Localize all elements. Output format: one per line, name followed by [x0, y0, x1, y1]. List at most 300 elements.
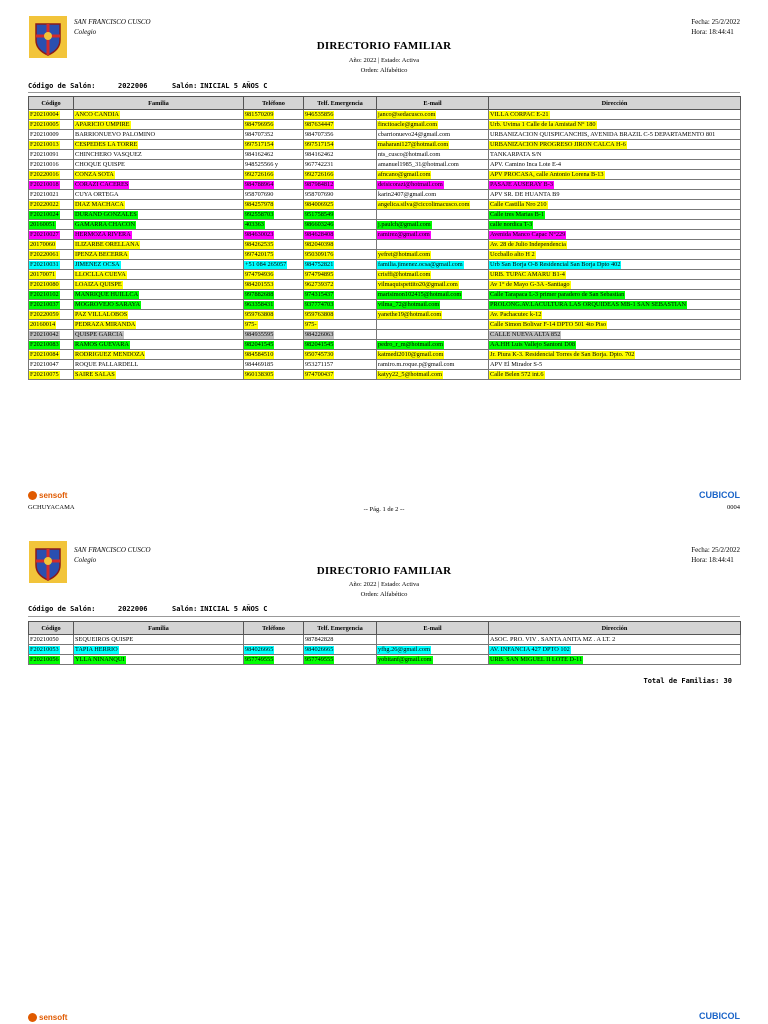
cell-email [377, 290, 489, 300]
cell-familia-text: LOAIZA QUISPE [75, 280, 122, 288]
cell-direccion-text: Jr. Piura K-3. Residencial Torres de San Borja. Dpto. 702 [490, 350, 635, 358]
salon-code-value: 2022006 [118, 82, 148, 90]
cell-familia [74, 300, 244, 310]
cell-email [377, 655, 489, 665]
report-datetime [691, 17, 740, 37]
cell-telefono-text: 959763808 [245, 310, 274, 318]
report-date: Fecha: 25/2/2022 [691, 18, 740, 26]
cell-direccion [489, 645, 741, 655]
header-divider [28, 616, 740, 617]
cell-codigo-text: F20210047 [30, 360, 59, 368]
cell-email [377, 240, 489, 250]
cell-email [377, 330, 489, 340]
table-row [29, 280, 741, 290]
col-header-email: E-mail [377, 97, 489, 110]
cell-familia [74, 330, 244, 340]
cell-telefono [244, 120, 304, 130]
cell-telefono-text: 974794936 [245, 270, 274, 278]
cell-direccion-text: Calle tres Marias B-1 [490, 210, 545, 218]
table-row [29, 260, 741, 270]
cell-direccion [489, 130, 741, 140]
sensoft-logo [28, 491, 67, 500]
cell-direccion [489, 340, 741, 350]
family-table-page-2 [28, 621, 741, 665]
cell-telefono [244, 635, 304, 645]
school-type: Colegio [74, 28, 97, 36]
table-row [29, 330, 741, 340]
table-row [29, 140, 741, 150]
cell-emergencia-text: 984226063 [305, 330, 334, 338]
cell-emergencia-text: 953271157 [305, 360, 334, 368]
cell-emergencia [304, 230, 377, 240]
cell-codigo-text: F20210075 [30, 370, 59, 378]
cell-familia [74, 260, 244, 270]
cell-familia-text: JIMENEZ OCSA [75, 260, 120, 268]
cell-email [377, 210, 489, 220]
cell-email [377, 300, 489, 310]
cell-familia [74, 635, 244, 645]
cell-telefono [244, 220, 304, 230]
cell-direccion [489, 200, 741, 210]
cell-familia-text: APARICIO UMPIRE [75, 120, 130, 128]
cell-emergencia [304, 160, 377, 170]
cell-emergencia-text: 962739372 [305, 280, 334, 288]
cell-telefono [244, 160, 304, 170]
cell-emergencia [304, 120, 377, 130]
cell-familia [74, 160, 244, 170]
cell-familia [74, 350, 244, 360]
cell-familia-text: CORAZI CACERES [75, 180, 129, 188]
school-info [74, 17, 151, 37]
cell-familia-text: GAMARRA CHACON [75, 220, 136, 228]
table-row [29, 320, 741, 330]
cell-telefono [244, 350, 304, 360]
cell-emergencia-text: 937774703 [305, 300, 334, 308]
cell-emergencia [304, 130, 377, 140]
table-row [29, 190, 741, 200]
cell-direccion [489, 270, 741, 280]
cell-emergencia [304, 170, 377, 180]
table-row [29, 180, 741, 190]
cell-emergencia-text: 987984812 [305, 180, 334, 188]
cell-familia-text: SEQUEIROS QUISPE [75, 635, 134, 643]
cell-direccion [489, 320, 741, 330]
report-order: Orden: Alfabético [360, 591, 408, 598]
cell-telefono-text: 984707352 [245, 130, 274, 138]
cell-email-text: j.paulch@gmail.com [378, 220, 431, 228]
cubicol-logo: CUBICOL [699, 490, 740, 500]
salon-label: Salón: [172, 605, 198, 613]
table-row [29, 170, 741, 180]
cell-direccion [489, 330, 741, 340]
cell-email [377, 150, 489, 160]
cell-emergencia [304, 655, 377, 665]
cell-direccion-text: Uccballo alto H 2 [490, 250, 535, 258]
cell-telefono-text: 984262535 [245, 240, 274, 248]
cell-emergencia-text: 957749555 [305, 655, 334, 663]
report-order: Orden: Alfabético [360, 67, 408, 74]
cell-codigo-text: F20210031 [30, 260, 59, 268]
cell-emergencia [304, 220, 377, 230]
cell-codigo-text: 20160014 [30, 320, 56, 328]
cell-emergencia [304, 350, 377, 360]
sensoft-dot-icon [28, 491, 37, 500]
cell-codigo-text: F20210016 [30, 160, 59, 168]
cell-emergencia [304, 635, 377, 645]
cell-emergencia-text: 950309176 [305, 250, 334, 258]
cell-email-text: katmedi2010@gmail.com [378, 350, 444, 358]
cell-telefono [244, 270, 304, 280]
cell-telefono [244, 310, 304, 320]
cell-email [377, 645, 489, 655]
cell-codigo [29, 240, 74, 250]
cell-familia [74, 310, 244, 320]
cell-familia-text: PEDRAZA MIRANDA [75, 320, 136, 328]
cell-familia [74, 110, 244, 120]
cell-emergencia [304, 330, 377, 340]
cell-direccion [489, 120, 741, 130]
cell-telefono-text: 997420175 [245, 250, 274, 258]
salon-code-value: 2022006 [118, 605, 148, 613]
cubicol-logo: CUBICOL [699, 1011, 740, 1021]
cell-familia-text: DIAZ MACHACA [75, 200, 124, 208]
cell-codigo [29, 635, 74, 645]
cell-codigo [29, 360, 74, 370]
cell-email-text: karin2407@gmail.com [378, 190, 437, 198]
table-row [29, 220, 741, 230]
cell-emergencia-text: 984628408 [305, 230, 334, 238]
cell-direccion [489, 300, 741, 310]
cell-familia-text: ILIZARBE ORELLANA [75, 240, 140, 248]
cell-direccion [489, 160, 741, 170]
cell-telefono [244, 330, 304, 340]
cell-familia [74, 340, 244, 350]
cell-emergencia [304, 340, 377, 350]
cell-telefono-text: 948525566 y [245, 160, 279, 168]
cell-codigo-text: F20210027 [30, 230, 59, 238]
cell-telefono-text: 975- [245, 320, 257, 328]
cell-email [377, 270, 489, 280]
table-row [29, 340, 741, 350]
cell-familia-text: RAMOS GUEVARA [75, 340, 129, 348]
cell-emergencia-text: 951758549 [305, 210, 334, 218]
cell-telefono [244, 180, 304, 190]
cell-direccion-text: Calle Simon Bolivar F-14 DPTO 501 4to Piso [490, 320, 607, 328]
cell-codigo [29, 130, 74, 140]
cell-codigo [29, 340, 74, 350]
cell-direccion-text: CALLE NUEVA ALTA 852 [490, 330, 561, 338]
cell-codigo-text: 20170060 [30, 240, 56, 248]
cell-email [377, 190, 489, 200]
cell-email-text: yfhg.26@gmail.com [378, 645, 430, 653]
cell-email [377, 260, 489, 270]
cell-codigo-text: F20210018 [30, 180, 59, 188]
cell-familia-text: RODRIGUEZ MENDOZA [75, 350, 145, 358]
cell-familia [74, 130, 244, 140]
cell-emergencia-text: 967742231 [305, 160, 334, 168]
cell-codigo [29, 280, 74, 290]
cell-email-text: vilma_72@hotmail.com [378, 300, 440, 308]
cell-emergencia-text: 984162462 [305, 150, 334, 158]
cell-email-text: amanuel1985_31@hotmail.com [378, 160, 459, 168]
report-date: Fecha: 25/2/2022 [691, 546, 740, 554]
cell-familia-text: CUYA ORTEGA [75, 190, 119, 198]
cell-emergencia-text: 959763808 [305, 310, 334, 318]
salon-code-label: Código de Salón: [28, 605, 96, 613]
cell-codigo-text: F20220061 [30, 250, 59, 258]
cell-telefono [244, 360, 304, 370]
col-header-familia: Familia [74, 622, 244, 635]
cell-codigo [29, 330, 74, 340]
cell-codigo-text: F20220059 [30, 310, 59, 318]
cell-telefono [244, 290, 304, 300]
table-row [29, 120, 741, 130]
cell-codigo [29, 150, 74, 160]
cell-emergencia-text: 974700437 [305, 370, 334, 378]
cell-direccion [489, 635, 741, 645]
cell-telefono [244, 140, 304, 150]
sensoft-logo-text: sensoft [39, 491, 68, 500]
cell-direccion-text: PROLONG.AV.LACULTURA LAS ORQUIDEAS MB-1 SAN SEBASTIAN [490, 300, 686, 308]
col-header-familia: Familia [74, 97, 244, 110]
cell-direccion-text: Urb San Borja O-8 Residencial San Borja Dpto 402 [490, 260, 621, 268]
table-row [29, 360, 741, 370]
cell-familia-text: DURAND GONZALES [75, 210, 137, 218]
cell-email [377, 120, 489, 130]
cell-emergencia-text: 946535856 [305, 110, 334, 118]
cell-emergencia [304, 280, 377, 290]
cell-direccion [489, 370, 741, 380]
cell-direccion-text: URBANIZACION PROGRESO JIRON CALCA H-6 [490, 140, 626, 148]
cell-telefono-text: 984026665 [245, 645, 274, 653]
cell-emergencia [304, 260, 377, 270]
cell-direccion-text: Urb. Uvima 1 Calle de la Amistad N° 180 [490, 120, 596, 128]
report-time: Hora: 18:44:41 [691, 556, 734, 564]
cell-familia [74, 320, 244, 330]
cell-direccion [489, 290, 741, 300]
cell-email-text: crisffi@hotmail.com [378, 270, 431, 278]
cell-direccion [489, 140, 741, 150]
cell-codigo-text: F20210021 [30, 190, 59, 198]
cell-codigo-text: 20160051 [30, 220, 56, 228]
cell-familia-text: YLLA NINANQUI [75, 655, 125, 663]
cell-codigo-text: F20210024 [30, 210, 59, 218]
school-name: SAN FRANCISCO CUSCO [74, 18, 151, 26]
cell-emergencia-text: 987634447 [305, 120, 334, 128]
report-year-status: Año: 2022 | Estado: Activa [348, 57, 420, 64]
cell-emergencia [304, 190, 377, 200]
cell-codigo-text: F20210042 [30, 330, 59, 338]
cell-direccion-text: Avenida Manco Capac N°229 [490, 230, 566, 238]
cell-codigo [29, 645, 74, 655]
cell-codigo-text: F20210013 [30, 140, 59, 148]
cell-familia-text: MANRIQUE HUILLCA [75, 290, 139, 298]
cell-familia-text: BARRIONUEVO PALOMINO [75, 130, 156, 138]
cell-email-text: nts_cusco@hotmail.com [378, 150, 441, 158]
cell-emergencia [304, 180, 377, 190]
cell-direccion [489, 110, 741, 120]
cell-direccion [489, 655, 741, 665]
cell-email-text: fincitoacle@gmail.com [378, 120, 438, 128]
cell-codigo-text: F20210037 [30, 300, 59, 308]
cell-emergencia-text: 974794895 [305, 270, 334, 278]
salon-value: INICIAL 5 AÑOS C [200, 605, 268, 613]
table-row [29, 110, 741, 120]
cell-codigo-text: F20210005 [30, 120, 59, 128]
cell-email-text: katyy22_5@hotmail.com [378, 370, 443, 378]
cell-emergencia [304, 240, 377, 250]
salon-label: Salón: [172, 82, 198, 90]
cell-direccion [489, 280, 741, 290]
table-row [29, 150, 741, 160]
cell-familia-text: SAIRE SALAS [75, 370, 115, 378]
cell-direccion [489, 250, 741, 260]
cell-telefono-text: 982041545 [245, 340, 274, 348]
cell-familia [74, 360, 244, 370]
cell-emergencia [304, 140, 377, 150]
col-header-direccion: Dirección [489, 97, 741, 110]
cell-direccion [489, 230, 741, 240]
cell-familia-text: LLOCLLA CUEVA [75, 270, 126, 278]
cell-telefono [244, 370, 304, 380]
cell-emergencia-text: 984707356 [305, 130, 334, 138]
table-row [29, 310, 741, 320]
cell-telefono [244, 130, 304, 140]
cell-emergencia-text: 984006925 [305, 200, 334, 208]
cell-familia [74, 370, 244, 380]
cell-familia [74, 220, 244, 230]
cell-direccion-text: Calle Tarapaca L-3 primer paradero de San Sebastian [490, 290, 625, 298]
cell-telefono-text: 997882688 [245, 290, 274, 298]
sensoft-dot-icon [28, 1013, 37, 1022]
cell-direccion-text: AV. INFANCIA 427 DPTO 102 [490, 645, 570, 653]
cell-direccion-text: Av. Pachacutec k-12 [490, 310, 542, 318]
cell-codigo [29, 310, 74, 320]
cell-familia [74, 180, 244, 190]
cell-familia [74, 645, 244, 655]
cell-telefono-text: 984257978 [245, 200, 274, 208]
table-row [29, 240, 741, 250]
school-name: SAN FRANCISCO CUSCO [74, 546, 151, 554]
cell-emergencia [304, 320, 377, 330]
report-title: DIRECTORIO FAMILIAR [316, 40, 452, 52]
table-row [29, 370, 741, 380]
cell-familia [74, 150, 244, 160]
cell-email [377, 140, 489, 150]
table-row [29, 270, 741, 280]
cell-email-text: familia.jimenez.ocsa@gmail.com [378, 260, 463, 268]
cell-emergencia [304, 290, 377, 300]
cell-direccion [489, 310, 741, 320]
cell-familia [74, 210, 244, 220]
cell-telefono [244, 655, 304, 665]
cell-email-text: marisimon102415@hotmail.com [378, 290, 462, 298]
cell-telefono-text: 958707690 [245, 190, 274, 198]
cell-familia-text: CHINCHERO VASQUEZ [75, 150, 142, 158]
cell-familia-text: CESPEDES LA TORRE [75, 140, 138, 148]
cell-direccion [489, 190, 741, 200]
table-row [29, 130, 741, 140]
cell-email [377, 180, 489, 190]
table-row [29, 250, 741, 260]
col-header-telefono: Teléfono [244, 622, 304, 635]
cell-email-text: yobitanf@gmail.com [378, 655, 432, 663]
cell-codigo [29, 200, 74, 210]
cell-familia-text: PAZ VILLALOBOS [75, 310, 128, 318]
cell-emergencia-text: 986603246 [305, 220, 334, 228]
cell-codigo-text: F20210056 [30, 655, 59, 663]
cell-telefono [244, 110, 304, 120]
sensoft-logo-text: sensoft [39, 1013, 68, 1022]
cell-email [377, 250, 489, 260]
cell-direccion [489, 210, 741, 220]
cell-telefono-text: 984162462 [245, 150, 274, 158]
cell-email [377, 130, 489, 140]
cell-telefono-text: 992558703 [245, 210, 274, 218]
cell-telefono-text: 984630023 [245, 230, 274, 238]
cell-emergencia [304, 360, 377, 370]
cell-telefono-text: 997517154 [245, 140, 274, 148]
footer-user: GCHUYACAMA [28, 504, 75, 511]
table-row [29, 645, 741, 655]
cell-familia-text: TAPIA HERRIO [75, 645, 118, 653]
col-header-direccion: Dirección [489, 622, 741, 635]
cell-telefono [244, 645, 304, 655]
cell-direccion [489, 260, 741, 270]
cell-telefono [244, 240, 304, 250]
cell-familia-text: IPENZA BECERRA [75, 250, 128, 258]
cell-codigo [29, 220, 74, 230]
cell-codigo-text: F20210053 [30, 645, 59, 653]
cell-codigo-text: F20210080 [30, 280, 59, 288]
cell-familia-text: MOGROVEJO SARAYA [75, 300, 141, 308]
cell-familia [74, 240, 244, 250]
cell-telefono [244, 280, 304, 290]
cell-codigo [29, 370, 74, 380]
cell-email-text: angelica.silva@ciccolimacusco.com [378, 200, 470, 208]
school-type: Colegio [74, 556, 97, 564]
cell-email [377, 170, 489, 180]
report-datetime [691, 545, 740, 565]
cell-telefono-text: 981570209 [245, 110, 274, 118]
table-header-row [29, 622, 741, 635]
cell-emergencia [304, 270, 377, 280]
cell-emergencia [304, 150, 377, 160]
cell-emergencia-text: 982041545 [305, 340, 334, 348]
table-row [29, 290, 741, 300]
total-families: Total de Familias: 30 [643, 677, 732, 685]
cell-direccion [489, 170, 741, 180]
cell-emergencia-text: 984752821 [305, 260, 334, 268]
cell-codigo [29, 110, 74, 120]
salon-value: INICIAL 5 AÑOS C [200, 82, 268, 90]
cell-direccion-text: APV PROCASA, calle Antonio Lorena B-13 [490, 170, 604, 178]
cell-telefono-text: 984796956 [245, 120, 274, 128]
cell-email-text: ramiro.m.roque.p@gmail.com [378, 360, 455, 368]
cell-codigo-text: F20210050 [30, 635, 59, 643]
table-row [29, 350, 741, 360]
cell-telefono-text: 984469185 [245, 360, 274, 368]
cell-email [377, 110, 489, 120]
cell-emergencia [304, 110, 377, 120]
cell-direccion-text: URB. SAN MIGUEL II LOTE D-11 [490, 655, 583, 663]
cell-familia [74, 140, 244, 150]
cell-familia [74, 200, 244, 210]
cell-email [377, 220, 489, 230]
cell-emergencia [304, 210, 377, 220]
cell-telefono-text: 984788964 [245, 180, 274, 188]
cell-familia-text: HERMOZA RIVERA [75, 230, 131, 238]
